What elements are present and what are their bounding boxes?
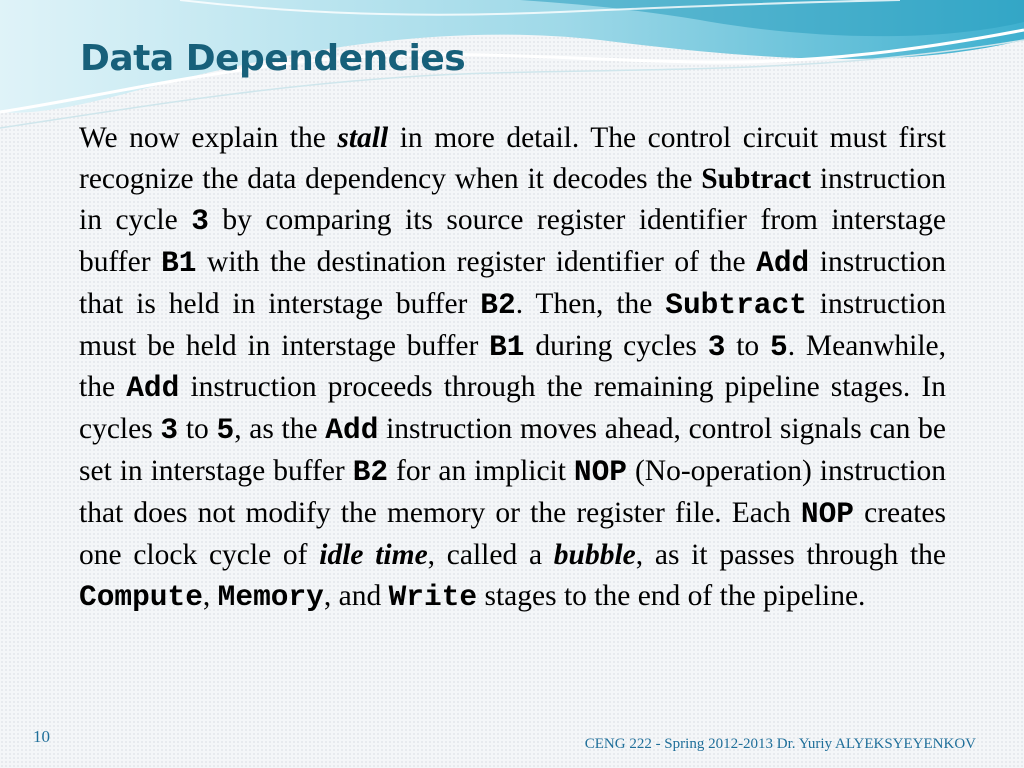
code-add: Add bbox=[756, 245, 810, 280]
body-paragraph bbox=[79, 118, 946, 618]
term-stall: stall bbox=[337, 122, 389, 154]
code-cycle: 3 bbox=[191, 203, 209, 238]
term-idle-time: idle time bbox=[319, 539, 428, 572]
text-segment: . Meanwhile, the bbox=[79, 329, 946, 404]
text-segment: instruction in cycle bbox=[79, 162, 947, 236]
code-stage-memory: Memory bbox=[217, 579, 324, 614]
text-segment: , as the bbox=[234, 413, 326, 446]
text-segment: , called a bbox=[427, 539, 554, 572]
text-segment: with the destination register identifier of the bbox=[196, 245, 757, 278]
text-segment: (No-operation) instruction that does not modify the memory or the register file. Each bbox=[79, 455, 946, 530]
code-add: Add bbox=[126, 371, 180, 406]
text-segment: instruction moves ahead, control signals can be set in interstage buffer bbox=[79, 413, 946, 488]
text-segment: during cycles bbox=[524, 329, 708, 362]
text-segment: instruction that is held in interstage buffer bbox=[79, 245, 946, 320]
code-buffer-b1: B1 bbox=[161, 245, 197, 280]
code-nop: NOP bbox=[800, 497, 854, 532]
text-segment: for an implicit bbox=[388, 455, 574, 488]
text-segment: to bbox=[725, 329, 770, 362]
text-segment: , as it passes through the bbox=[635, 539, 946, 572]
code-nop: NOP bbox=[573, 455, 627, 490]
code-cycle: 3 bbox=[707, 329, 726, 364]
text-segment: instruction must be held in interstage buffer bbox=[79, 287, 946, 362]
text-segment: stages to the end of the pipeline. bbox=[477, 579, 866, 612]
text-segment: in more detail. The control circuit must first recognize the data dependency when it decodes the bbox=[79, 122, 946, 195]
code-buffer-b2: B2 bbox=[352, 455, 389, 490]
code-stage-write: Write bbox=[388, 579, 478, 614]
slide-footer: CENG 222 - Spring 2012-2013 Dr. Yuriy ALYEKSYEYENKOV bbox=[584, 736, 976, 752]
code-cycle: 5 bbox=[216, 413, 235, 448]
code-subtract: Subtract bbox=[665, 287, 807, 322]
code-buffer-b1: B1 bbox=[489, 329, 525, 364]
text-segment: by comparing its source register identifier from interstage buffer bbox=[79, 203, 946, 278]
code-add: Add bbox=[325, 413, 379, 448]
text-segment: creates one clock cycle of bbox=[79, 497, 947, 572]
text-segment: , bbox=[202, 579, 218, 612]
slide-title: Data Dependencies bbox=[80, 38, 466, 79]
term-subtract: Subtract bbox=[701, 162, 812, 195]
code-buffer-b2: B2 bbox=[480, 287, 516, 322]
text-segment: to bbox=[178, 413, 217, 446]
text-segment: instruction proceeds through the remaining pipeline stages. In cycles bbox=[79, 371, 946, 446]
code-stage-compute: Compute bbox=[79, 579, 203, 614]
slide-number: 10 bbox=[33, 727, 50, 746]
code-cycle: 5 bbox=[770, 329, 788, 364]
code-cycle: 3 bbox=[160, 413, 179, 448]
text-segment: . Then, the bbox=[515, 287, 666, 320]
text-segment: We now explain the bbox=[79, 122, 338, 154]
term-bubble: bubble bbox=[553, 539, 636, 572]
text-segment: , and bbox=[323, 579, 389, 612]
